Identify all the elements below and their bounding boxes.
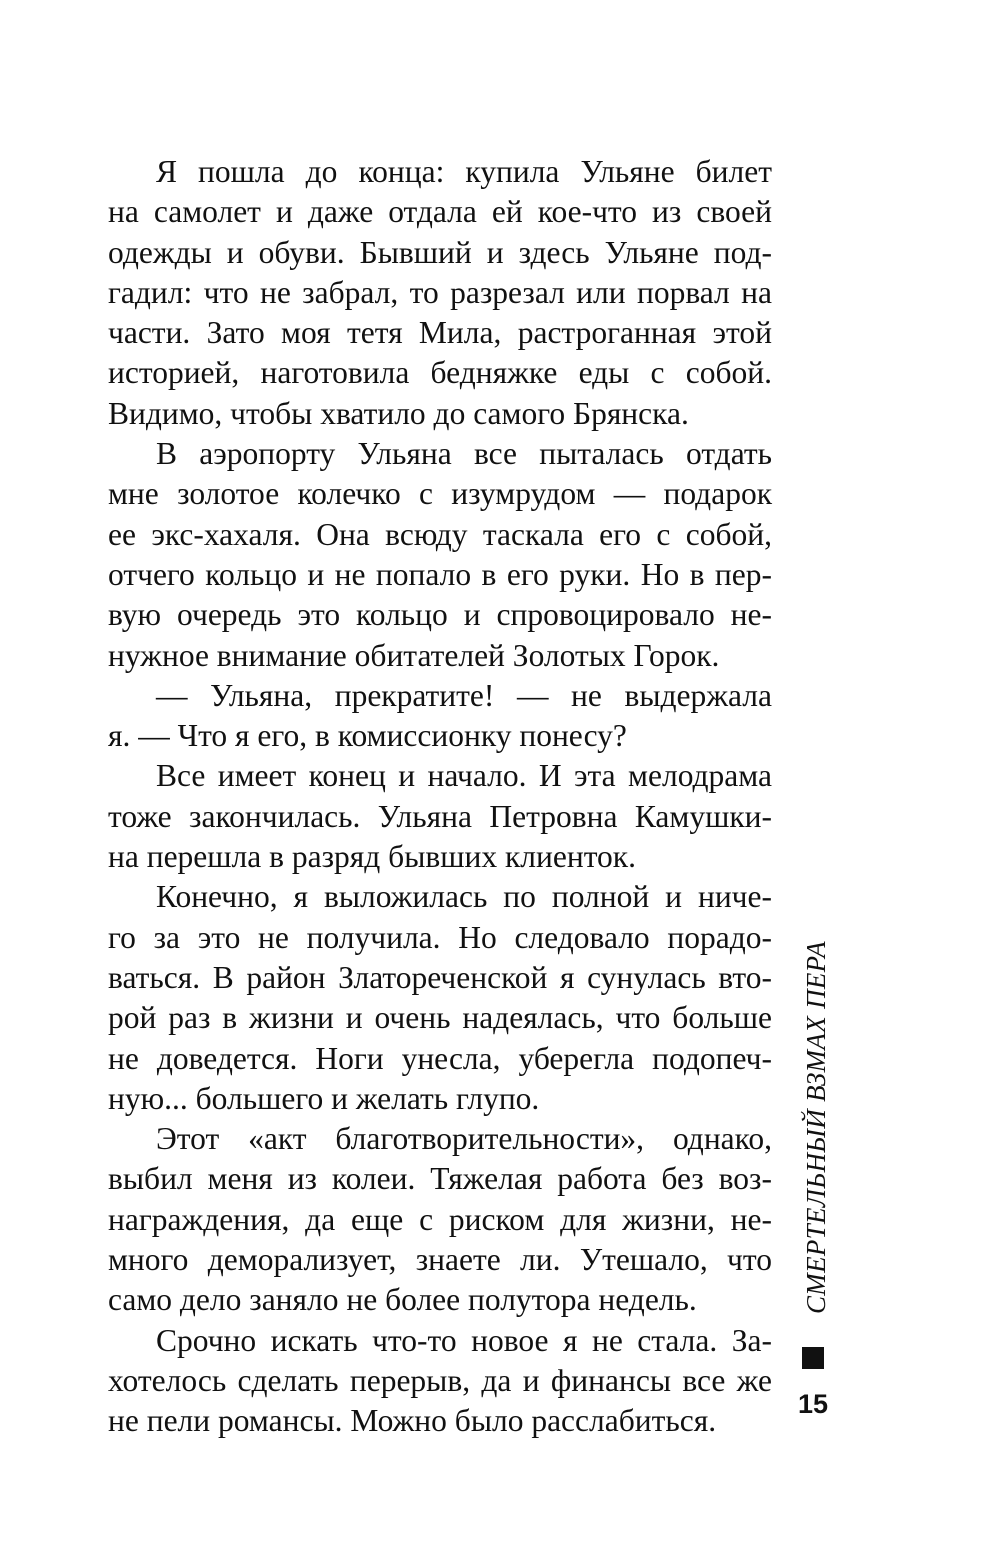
text-line: ную... большего и желать глупо. <box>108 1080 540 1116</box>
text-line: на самолет и даже отдала ей кое-что из своей <box>108 194 772 230</box>
text-line: одежды и обуви. Бывший и здесь Ульяне под- <box>108 234 772 270</box>
text-line: Видимо, чтобы хватило до самого Брянска. <box>108 395 689 431</box>
text-line: нужное внимание обитателей Золотых Горок. <box>108 637 720 673</box>
paragraph-1 <box>108 152 772 434</box>
text-line: отчего кольцо и не попало в его руки. Но в пер- <box>108 556 772 592</box>
text-line: вую очередь это кольцо и спровоцировало не- <box>108 597 772 633</box>
text-line: тоже закончилась. Ульяна Петровна Камушки- <box>108 798 772 834</box>
text-line: Срочно искать что-то новое я не стала. За- <box>156 1322 772 1358</box>
text-line: ваться. В район Златореченской я сунулась вто- <box>108 959 772 995</box>
paragraph-2 <box>108 434 772 676</box>
text-line: я. — Что я его, в комиссионку понесу? <box>108 718 627 754</box>
paragraph-4 <box>108 756 772 877</box>
text-line: Все имеет конец и начало. И эта мелодрама <box>156 758 772 794</box>
text-line: много деморализует, знаете ли. Утешало, что <box>108 1242 772 1278</box>
text-line: хотелось сделать перерыв, да и финансы все же <box>108 1362 772 1398</box>
text-line: не доведется. Ноги унесла, уберегла подопеч- <box>108 1040 772 1076</box>
text-line: части. Зато моя тетя Мила, растроганная этой <box>108 315 772 351</box>
text-line: гадил: что не забрал, то разрезал или порвал на <box>108 274 772 310</box>
text-line: Этот «акт благотворительности», однако, <box>156 1121 772 1157</box>
text-line: мне золотое колечко с изумрудом — подарок <box>108 476 772 512</box>
text-line: Я пошла до конца: купила Ульяне билет <box>156 154 772 189</box>
square-marker-icon <box>802 1347 824 1369</box>
text-line: не пели романсы. Можно было расслабиться. <box>108 1403 717 1439</box>
text-line: го за это не получила. Но следовало порадо- <box>108 919 772 955</box>
running-title: СМЕРТЕЛЬНЫЙ ВЗМАХ ПЕРА <box>801 941 831 1315</box>
text-line: само дело заняло не более полутора недель. <box>108 1282 697 1318</box>
text-line: награждения, да еще с риском для жизни, не- <box>108 1201 772 1237</box>
text-line: — Ульяна, прекратите! — не выдержала <box>156 677 772 713</box>
paragraph-5 <box>108 877 772 1119</box>
body-text <box>108 152 772 1442</box>
page-number: 15 <box>797 1389 829 1419</box>
paragraph-6 <box>108 1119 772 1320</box>
text-line: ее экс-хахаля. Она всюду таскала его с собой, <box>108 516 772 552</box>
text-line: Конечно, я выложилась по полной и ниче- <box>156 879 772 915</box>
paragraph-7 <box>108 1321 772 1442</box>
text-line: на перешла в разряд бывших клиенток. <box>108 839 636 875</box>
text-line: историей, наготовила бедняжке еды с собой. <box>108 355 772 391</box>
text-line: рой раз в жизни и очень надеялась, что больше <box>108 1000 772 1036</box>
text-line: выбил меня из колеи. Тяжелая работа без воз- <box>108 1161 772 1197</box>
paragraph-3 <box>108 676 772 757</box>
text-line: В аэропорту Ульяна все пыталась отдать <box>156 436 772 472</box>
